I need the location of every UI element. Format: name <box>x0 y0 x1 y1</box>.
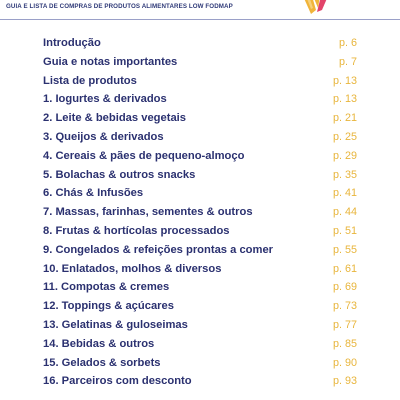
toc-entry-page-number: p. 90 <box>332 356 357 369</box>
toc-entry-page-number: p. 13 <box>332 93 357 106</box>
toc-entry[interactable] <box>43 131 357 150</box>
toc-entry-page-number: p. 51 <box>332 224 357 237</box>
toc-entry-page-number: p. 85 <box>332 337 357 350</box>
toc-entry[interactable] <box>43 112 357 131</box>
toc-entry-label: 4. Cereais & pães de pequeno-almoço <box>43 149 245 162</box>
toc-entry-label: 12. Toppings & açúcares <box>43 300 174 313</box>
toc-entry-label: 16. Parceiros com desconto <box>43 375 192 388</box>
toc-entry-label: 8. Frutas & hortícolas processados <box>43 224 230 237</box>
toc-entry[interactable] <box>43 75 357 94</box>
toc-entry-label: 15. Gelados & sorbets <box>43 356 161 369</box>
toc-entry-label: Introdução <box>43 37 101 49</box>
document-header-title: GUIA E LISTA DE COMPRAS DE PRODUTOS ALIMENTARES LOW FODMAP <box>6 3 233 10</box>
toc-entry[interactable] <box>43 244 357 263</box>
toc-entry[interactable] <box>43 225 357 244</box>
toc-entry-page-number: p. 69 <box>332 281 357 294</box>
toc-entry-page-number: p. 7 <box>338 55 357 68</box>
toc-entry-page-number: p. 29 <box>332 149 357 162</box>
toc-entry-label: 6. Chás & Infusões <box>43 187 144 200</box>
header-divider <box>0 19 400 20</box>
toc-entry-page-number: p. 44 <box>332 206 357 219</box>
toc-entry-page-number: p. 21 <box>332 112 357 125</box>
toc-entry[interactable] <box>43 93 357 112</box>
toc-entry-label: 3. Queijos & derivados <box>43 130 164 143</box>
toc-entry[interactable] <box>43 281 357 300</box>
toc-entry-page-number: p. 6 <box>338 37 357 49</box>
toc-entry-page-number: p. 93 <box>332 375 357 388</box>
toc-entry-label: 5. Bolachas & outros snacks <box>43 168 196 181</box>
toc-entry-label: Lista de produtos <box>43 74 137 87</box>
toc-entry-label: 10. Enlatados, molhos & diversos <box>43 262 222 275</box>
toc-entry-label: 9. Congelados & refeições prontas a comer <box>43 243 274 256</box>
toc-entry-page-number: p. 25 <box>332 130 357 143</box>
table-of-contents <box>43 37 357 394</box>
toc-entry[interactable] <box>43 150 357 169</box>
toc-entry-label: 11. Compotas & cremes <box>43 281 170 294</box>
toc-entry[interactable] <box>43 56 357 75</box>
toc-entry-label: 7. Massas, farinhas, sementes & outros <box>43 206 253 219</box>
toc-entry-page-number: p. 73 <box>332 300 357 313</box>
toc-entry[interactable] <box>43 319 357 338</box>
toc-entry[interactable] <box>43 263 357 282</box>
toc-entry[interactable] <box>43 169 357 188</box>
toc-entry-page-number: p. 55 <box>332 243 357 256</box>
brand-logo-icon <box>300 0 330 18</box>
toc-entry-page-number: p. 61 <box>332 262 357 275</box>
toc-entry-page-number: p. 35 <box>332 168 357 181</box>
toc-entry[interactable] <box>43 187 357 206</box>
toc-entry[interactable] <box>43 37 357 56</box>
toc-entry-page-number: p. 77 <box>332 318 357 331</box>
toc-entry[interactable] <box>43 357 357 376</box>
toc-entry[interactable] <box>43 375 357 394</box>
toc-entry-label: 2. Leite & bebidas vegetais <box>43 112 187 125</box>
toc-entry[interactable] <box>43 206 357 225</box>
toc-entry[interactable] <box>43 338 357 357</box>
toc-entry-label: Guia e notas importantes <box>43 55 178 68</box>
toc-entry-label: 14. Bebidas & outros <box>43 337 155 350</box>
toc-entry-page-number: p. 13 <box>332 74 357 87</box>
toc-entry-label: 1. Iogurtes & derivados <box>43 93 167 106</box>
toc-entry[interactable] <box>43 300 357 319</box>
toc-entry-page-number: p. 41 <box>332 187 357 200</box>
toc-entry-label: 13. Gelatinas & guloseimas <box>43 318 188 331</box>
